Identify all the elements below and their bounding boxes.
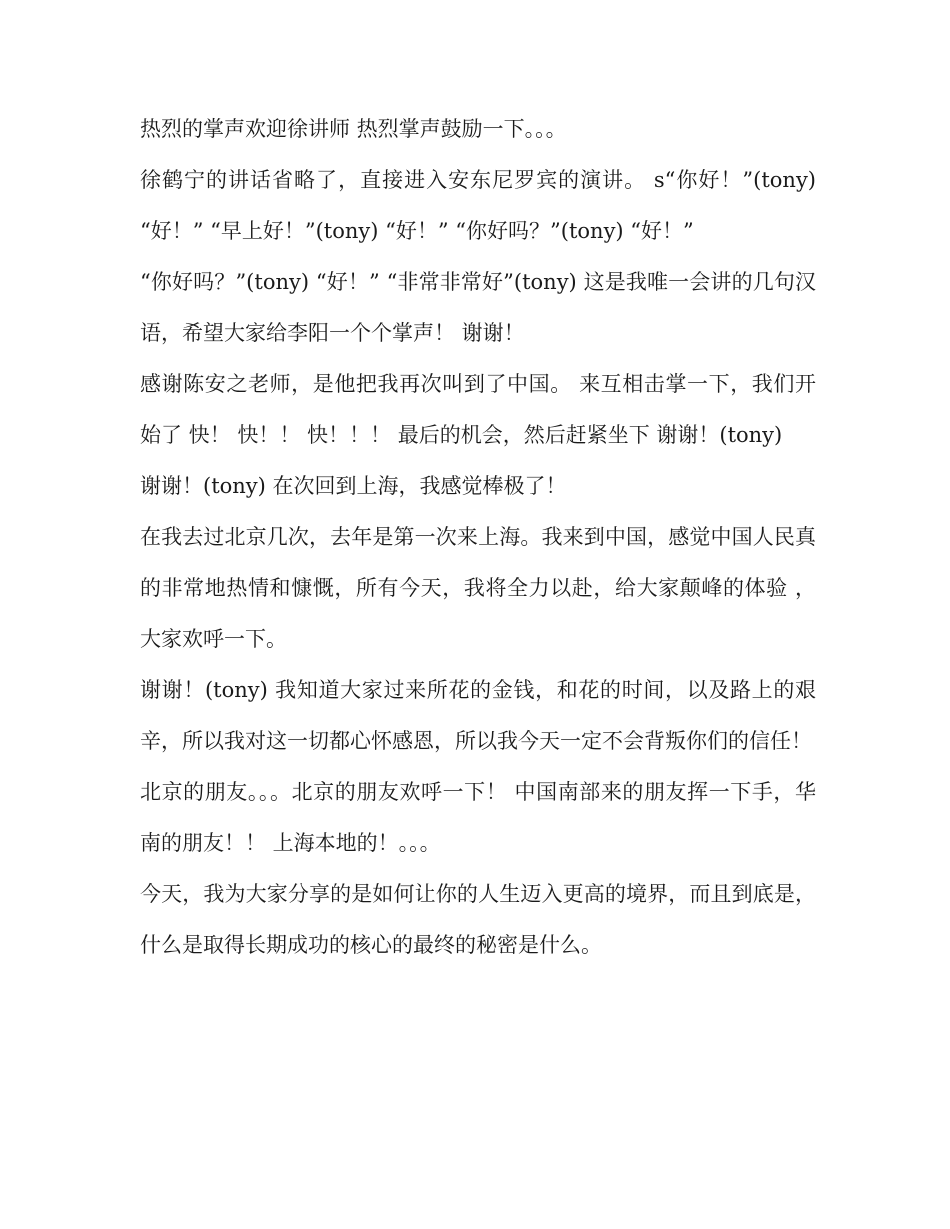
paragraph-6: 在我去过北京几次，去年是第一次来上海。我来到中国，感觉中国人民真的非常地热情和慷慨，所有今天，我将全力以赴，给大家颠峰的体验 ，大家欢呼一下。 [140, 525, 816, 651]
paragraph-2: 徐鹤宁的讲话省略了，直接进入安东尼罗宾的演讲。 s“你好！”(tony) “好！” “早上好！”(tony) “好！” “你好吗？”(tony) “好！” [140, 168, 816, 243]
paragraph-1: 热烈的掌声欢迎徐讲师 热烈掌声鼓励一下。。。 [140, 117, 567, 141]
paragraph-4: 感谢陈安之老师，是他把我再次叫到了中国。 来互相击掌一下，我们开始了 快！ 快！！ 快！！！ 最后的机会，然后赶紧坐下 谢谢！(tony) [140, 372, 816, 447]
paragraph-5: 谢谢！(tony) 在次回到上海，我感觉棒极了！ [140, 474, 567, 498]
paragraph-9: 今天，我为大家分享的是如何让你的人生迈入更高的境界，而且到底是，什么是取得长期成功的核心的最终的秘密是什么。 [140, 882, 816, 957]
paragraph-3: “你好吗？”(tony) “好！” “非常非常好”(tony) 这是我唯一会讲的几句汉语，希望大家给李阳一个个掌声！ 谢谢！ [140, 270, 816, 345]
document-body [140, 104, 816, 971]
paragraph-7: 谢谢！(tony) 我知道大家过来所花的金钱，和花的时间，以及路上的艰辛，所以我对这一切都心怀感恩，所以我今天一定不会背叛你们的信任！ [140, 678, 816, 753]
paragraph-8: 北京的朋友。。。北京的朋友欢呼一下！ 中国南部来的朋友挥一下手，华南的朋友！！ 上海本地的！。。。 [140, 780, 816, 855]
